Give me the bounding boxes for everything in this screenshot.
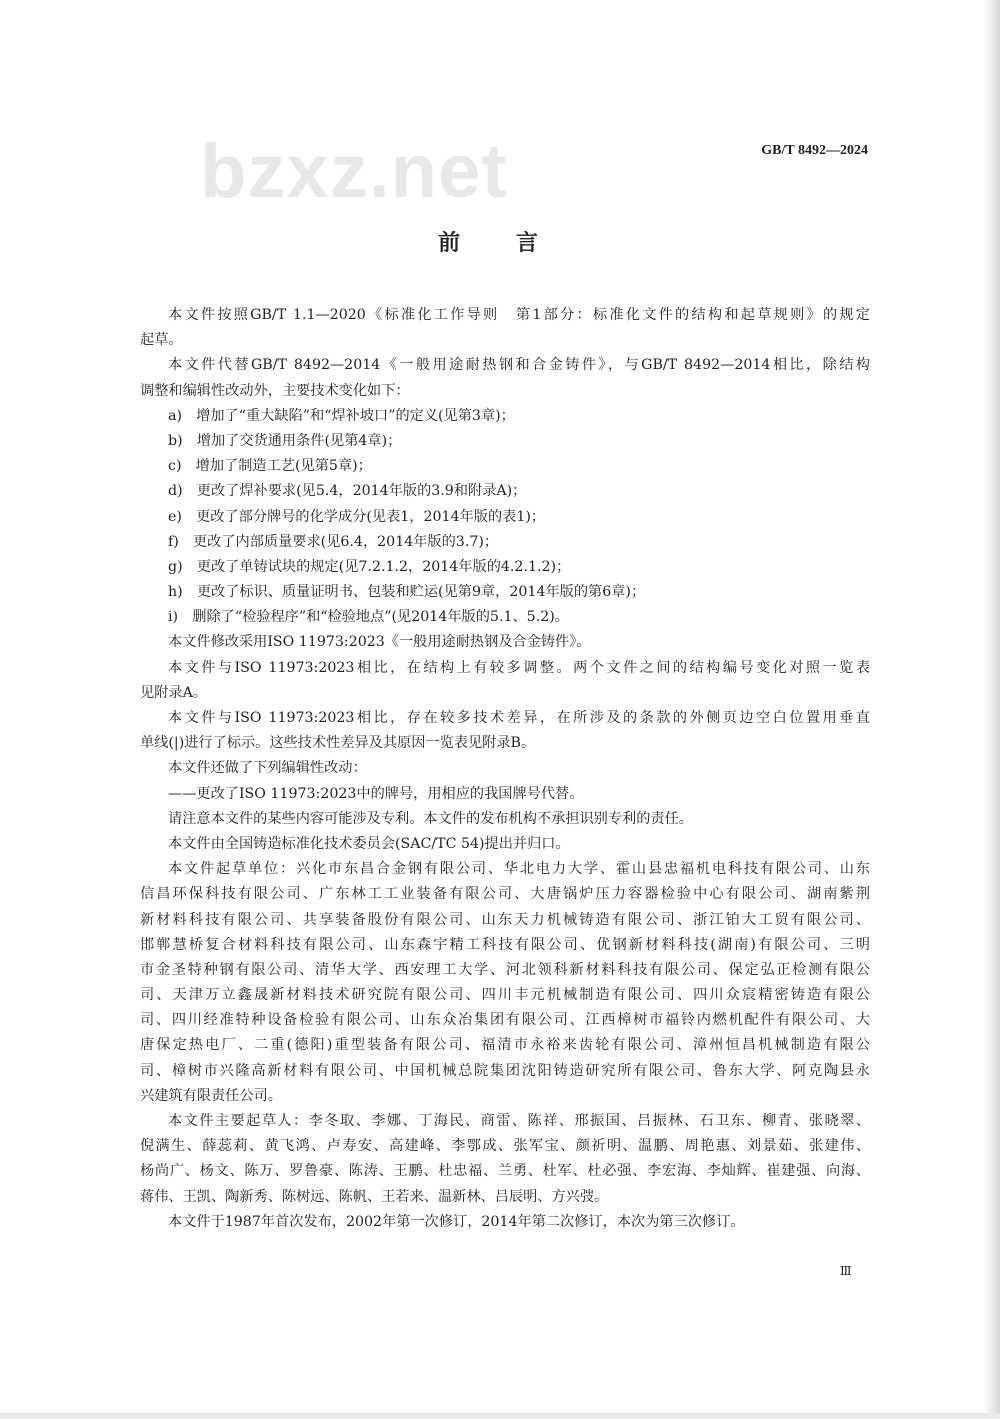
text-line: 本文件主要起草人：李冬取、李娜、丁海民、商雷、陈祥、邢振国、吕振林、石卫东、柳青、张晓翠、 xyxy=(168,1113,870,1129)
text-line: 信昌环保科技有限公司、广东林工工业装备有限公司、大唐锅炉压力容器检验中心有限公司、湖南紫荆 xyxy=(140,886,870,903)
text-line: f) 更改了内部质量要求(见6.4，2014年版的3.7)； xyxy=(168,533,499,550)
text-line: h) 更改了标识、质量证明书、包装和贮运(见第9章，2014年版的第6章)； xyxy=(168,584,646,601)
text-line: b) 增加了交货通用条件(见第4章)； xyxy=(168,432,402,449)
paragraph xyxy=(140,656,870,706)
paragraph xyxy=(140,832,870,857)
text-line: 司、四川经准特种设备检验有限公司、山东众冶集团有限公司、江西樟树市福铃内燃机配件有限公司、大 xyxy=(140,1012,870,1029)
paragraph xyxy=(140,605,870,630)
text-line: 新材料科技有限公司、共享装备股份有限公司、山东天力机械铸造有限公司、浙江铂大工贸有限公司、 xyxy=(140,911,870,928)
text-line: 本文件修改采用ISO 11973:2023《一般用途耐热钢及合金铸件》。 xyxy=(168,634,591,651)
text-line: 本文件与ISO 11973:2023相比，存在较多技术差异，在所涉及的条款的外侧页边空白位置用垂直 xyxy=(168,710,870,726)
text-line: 杨尚广、杨文、陈万、罗鲁豪、陈涛、王鹏、杜忠福、兰勇、杜军、杜必强、李宏海、李灿辉、崔建强、向海、 xyxy=(140,1163,870,1180)
paragraph xyxy=(140,353,870,403)
standard-number: GB/T 8492—2024 xyxy=(761,143,868,158)
paragraph xyxy=(140,303,870,353)
text-line: 见附录A。 xyxy=(140,684,207,701)
paragraph xyxy=(140,505,870,530)
text-line: 本文件起草单位：兴化市东昌合金钢有限公司、华北电力大学、霍山县忠福机电科技有限公司、山东 xyxy=(168,861,870,878)
text-line: i) 删除了“检验程序”和“检验地点”(见2014年版的5.1、5.2)。 xyxy=(168,609,569,626)
text-line: 邯郸慧桥复合材料科技有限公司、山东森宇精工科技有限公司、优钢新材料科技(湖南)有限公司、三明 xyxy=(140,936,870,953)
paragraph xyxy=(140,530,870,555)
text-line: 本文件代替GB/T 8492—2014《一般用途耐热钢和合金铸件》，与GB/T 8492—2014相比，除结构 xyxy=(168,357,870,374)
text-line: 司、樟树市兴隆高新材料有限公司、中国机械总院集团沈阳铸造研究所有限公司、鲁东大学、阿克陶县永 xyxy=(140,1062,870,1079)
text-line: 调整和编辑性改动外，主要技术变化如下： xyxy=(140,382,410,399)
paragraph xyxy=(140,429,870,454)
text-line: 司、天津万立鑫晟新材料技术研究院有限公司、四川丰元机械制造有限公司、四川众宸精密铸造有限公 xyxy=(140,987,870,1004)
document-body xyxy=(140,303,870,1235)
text-line: 本文件于1987年首次发布，2002年第一次修订，2014年第二次修订，本次为第三次修订。 xyxy=(168,1213,745,1230)
text-line: d) 更改了焊补要求(见5.4，2014年版的3.9和附录A)； xyxy=(168,483,527,500)
paragraph xyxy=(140,404,870,429)
page-title: 前 言 xyxy=(438,230,562,256)
text-line: 本文件由全国铸造标准化技术委员会(SAC/TC 54)提出并归口。 xyxy=(168,835,570,852)
paragraph xyxy=(140,807,870,832)
paragraph xyxy=(140,756,870,781)
page-number: Ⅲ xyxy=(840,1264,852,1278)
paragraph xyxy=(140,630,870,655)
text-line: ——更改了ISO 11973:2023中的牌号，用相应的我国牌号代替。 xyxy=(168,785,584,802)
text-line: a) 增加了“重大缺陷”和“焊补坡口”的定义(见第3章)； xyxy=(168,407,515,424)
page-bottom-edge xyxy=(0,1413,1000,1419)
paragraph xyxy=(140,479,870,504)
text-line: 本文件还做了下列编辑性改动： xyxy=(168,760,367,777)
text-line: 蒋伟、王凯、陶新秀、陈树远、陈帆、王若来、温新林、吕辰明、方兴弢。 xyxy=(140,1188,609,1205)
text-line: 本文件与ISO 11973:2023相比，在结构上有较多调整。两个文件之间的结构编号变化对照一览表 xyxy=(168,659,870,676)
text-line: e) 更改了部分牌号的化学成分(见表1，2014年版的表1)； xyxy=(168,508,546,525)
text-line: 兴建筑有限责任公司。 xyxy=(140,1087,282,1104)
text-line: 单线(|)进行了标示。这些技术性差异及其原因一览表见附录B。 xyxy=(140,735,536,752)
paragraph xyxy=(140,857,870,1109)
text-line: c) 增加了制造工艺(见第5章)； xyxy=(168,458,372,475)
paragraph xyxy=(140,580,870,605)
text-line: 本文件按照GB/T 1.1—2020《标准化工作导则 第1部分：标准化文件的结构和起草规则》的规定 xyxy=(168,307,870,323)
text-line: g) 更改了单铸试块的规定(见7.2.1.2，2014年版的4.2.1.2)； xyxy=(168,558,571,575)
text-line: 起草。 xyxy=(140,332,183,349)
paragraph xyxy=(140,782,870,807)
text-line: 市金圣特种钢有限公司、清华大学、西安理工大学、河北领科新材料科技有限公司、保定弘正检测有限公 xyxy=(140,961,870,978)
paragraph xyxy=(140,555,870,580)
paragraph xyxy=(140,1109,870,1210)
watermark: bzxz.net xyxy=(200,129,508,214)
paragraph xyxy=(140,454,870,479)
text-line: 请注意本文件的某些内容可能涉及专利。本文件的发布机构不承担识别专利的责任。 xyxy=(168,810,693,827)
text-line: 唐保定热电厂、二重(德阳)重型装备有限公司、福清市永裕来齿轮有限公司、漳州恒昌机械制造有限公 xyxy=(140,1037,870,1054)
text-line: 倪满生、薛蕊莉、黄飞鸿、卢寿安、高建峰、李鄂成、张军宝、颜祈明、温鹏、周艳惠、刘景茹、张建伟、 xyxy=(140,1138,870,1155)
paragraph xyxy=(140,1210,870,1235)
page-edge-shadow xyxy=(984,0,1000,1419)
paragraph xyxy=(140,706,870,756)
